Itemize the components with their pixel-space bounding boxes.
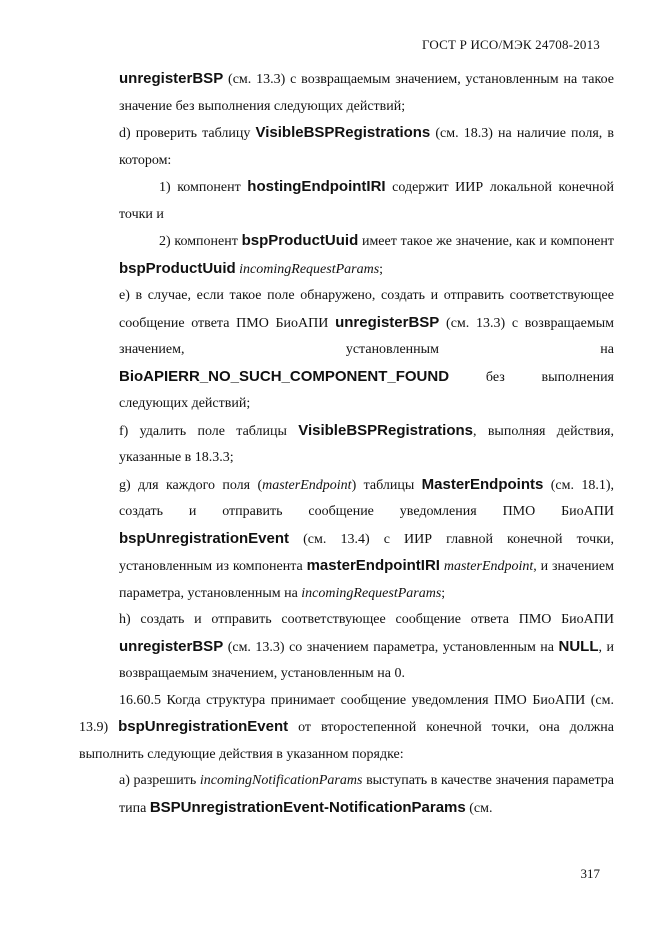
text-run: f) удалить поле таблицы (119, 423, 299, 439)
bold-term: VisibleBSPRegistrations (298, 421, 474, 439)
paragraph (79, 418, 614, 472)
text-run: (см. 13.3) со значением параметра, установленным на (223, 639, 559, 655)
paragraph (79, 283, 614, 418)
text-run: ; (379, 261, 384, 277)
bold-term: hostingEndpointIRI (247, 178, 386, 195)
page-number: 317 (580, 866, 600, 881)
paragraph (79, 174, 614, 228)
bold-term: bspUnregistrationEvent (119, 529, 290, 547)
standard-header: ГОСТ Р ИСО/МЭК 24708-2013 (421, 37, 600, 52)
bold-term: bspProductUuid (119, 259, 236, 277)
paragraph (79, 66, 614, 120)
paragraph (79, 120, 614, 174)
text-run: , и возвращаемым значением, установленным на 0. (119, 639, 614, 681)
bold-term: unregisterBSP (119, 637, 224, 655)
text-run: d) проверить таблицу (119, 126, 256, 141)
bold-term: VisibleBSPRegistrations (255, 124, 431, 141)
text-run: 2) компонент (159, 234, 242, 249)
italic-term: incomingRequestParams (301, 585, 442, 601)
bold-term: bspUnregistrationEvent (118, 718, 289, 735)
paragraph (79, 472, 614, 608)
text-run: имеет такое же значение, как и компонент (358, 234, 615, 249)
text-run: содержит ИИР локальной конечной точки и (119, 180, 615, 222)
text-run: a) разрешить (119, 773, 200, 788)
bold-term: bspProductUuid (241, 232, 359, 249)
text-run: , выполняя действия, указанные в 18.3.3; (119, 423, 614, 465)
text-run: (см. 13.4) с ИИР главной конечной точки, установленным из компонента (119, 531, 614, 574)
bold-term: BioAPIERR_NO_SUCH_COMPONENT_FOUND (119, 367, 450, 385)
text-run: (см. 13.3) с возвращаемым значением, установленным на такое значение без выполнения следующих действий; (119, 72, 614, 114)
body-text (79, 66, 614, 822)
bold-term: BSPUnregistrationEvent-NotificationParams (149, 798, 466, 816)
text-run: h) создать и отправить соответствующее сообщение ответа ПМО БиоАПИ (119, 612, 614, 627)
paragraph (79, 688, 614, 769)
text-run: (см. 18.3) на наличие поля, в котором: (119, 126, 614, 168)
paragraph (79, 607, 614, 688)
text-run: ; (441, 585, 446, 601)
bold-term: unregisterBSP (119, 70, 224, 87)
text-run: , и значением параметра, установленным на (119, 559, 615, 601)
bold-term: NULL (558, 637, 599, 655)
text-run: 16.60.5 Когда структура принимает сообщение уведомления ПМО БиоАПИ (см. 13.9) (79, 692, 614, 735)
text-run: ) таблицы (351, 477, 422, 493)
text-run: (см. (465, 800, 493, 816)
paragraph (79, 768, 614, 822)
bold-term: MasterEndpoints (421, 475, 544, 493)
text-run: от второстепенной конечной точки, она должна выполнить следующие действия в указанном порядке: (79, 720, 614, 762)
paragraph (79, 228, 614, 283)
text-run: (см. 18.1), создать и отправить сообщение уведомления ПМО БиоАПИ (119, 477, 614, 519)
italic-term: masterEndpoint (443, 559, 534, 574)
text-run: g) для каждого поля ( (119, 477, 263, 493)
italic-term: incomingRequestParams (239, 261, 380, 277)
text-run: без выполнения следующих действий; (119, 369, 614, 411)
bold-term: unregisterBSP (335, 313, 440, 331)
italic-term: masterEndpoint (262, 477, 352, 493)
bold-term: masterEndpointIRI (306, 557, 440, 574)
text-run: e) в случае, если такое поле обнаружено, создать и отправить соответствующее сообщение ответа ПМО БиоАПИ (119, 288, 614, 331)
italic-term: incomingNotificationParams (199, 773, 363, 788)
text-run: 1) компонент (159, 180, 248, 195)
text-run: выступать в качестве значения параметра типа (119, 773, 614, 816)
text-run: (см. 13.3) с возвращаемым значением, установленным на (119, 315, 614, 357)
